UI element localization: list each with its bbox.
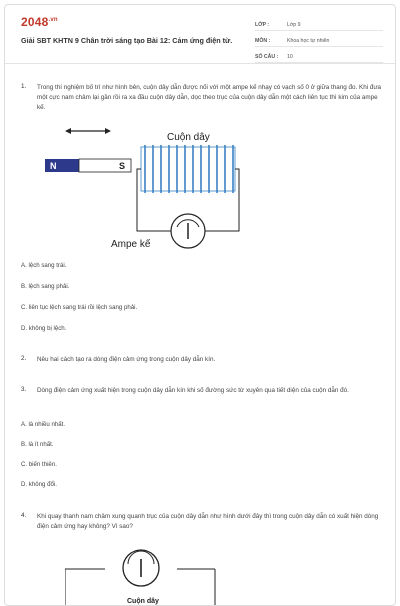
- question-text: Nêu hai cách tạo ra dòng điện cảm ứng trong cuộn dây dẫn kín.: [37, 356, 216, 363]
- meta-subject: MÔN : Khoa học tự nhiên: [255, 33, 383, 47]
- site-logo[interactable]: $2048^{.vn}$: [21, 15, 58, 29]
- option-a: A. lệch sang trái.: [21, 262, 67, 269]
- option-d: D. không bị lệch.: [21, 325, 67, 332]
- coil-label: Cuộn dây: [167, 132, 210, 143]
- magnet-s-label: S: [119, 161, 126, 171]
- figure-rotating-magnet: [65, 543, 225, 605]
- magnet-n-label: N: [50, 161, 57, 171]
- question-text: Khi quay thanh nam châm xung quanh trục của cuộn dây dẫn như hình dưới đây thì trong cuộn dây dẫn có xuất hiện dòng điện cảm ứng hay không? Vì sao?: [37, 513, 379, 530]
- question-number: 1.: [21, 83, 27, 90]
- question-number: 4.: [21, 512, 27, 519]
- question-text: Trong thí nghiệm bố trí như hình bên, cuộn dây dẫn được nối với một ampe kế nhạy có vạch số 0 ở giữa thang đo. Khi đưa một cực nam châm lại gần rồi ra xa đầu cuộn dây dẫn, dọc theo trục của cuộn dây dẫn một cách liên tục thì kim của ampe kế.: [37, 84, 382, 111]
- question-number: 3.: [21, 386, 27, 393]
- document-header: [5, 5, 395, 64]
- coil-label: Cuộn dây: [127, 598, 159, 605]
- question-number: 2.: [21, 355, 27, 362]
- coil: [141, 145, 235, 193]
- option-c: C. liên tục lệch sang trái rồi lệch sang phải.: [21, 304, 138, 311]
- option-b: B. lệch sang phải.: [21, 283, 70, 290]
- meta-grade: LỚP : Lớp 9: [255, 17, 383, 31]
- option-c: C. biến thiên.: [21, 461, 57, 468]
- option-d: D. không đổi.: [21, 481, 57, 488]
- option-a: A. là nhiều nhất.: [21, 421, 66, 428]
- ammeter-label: Ampe kế: [111, 239, 151, 250]
- figure-coil-ammeter: [37, 123, 247, 253]
- option-b: B. là ít nhất.: [21, 441, 54, 448]
- meta-question-count: SỐ CÂU : 10: [255, 49, 383, 63]
- question-text: Dòng điện cảm ứng xuất hiện trong cuộn dây dẫn kín khi số đường sức từ xuyên qua tiết diện của cuộn dẫn đó.: [37, 387, 349, 394]
- document-meta: [255, 17, 383, 65]
- document-page: [4, 4, 396, 606]
- page-title: Giải SBT KHTN 9 Chân trời sáng tạo Bài 12: Cảm ứng điện từ.: [21, 36, 233, 45]
